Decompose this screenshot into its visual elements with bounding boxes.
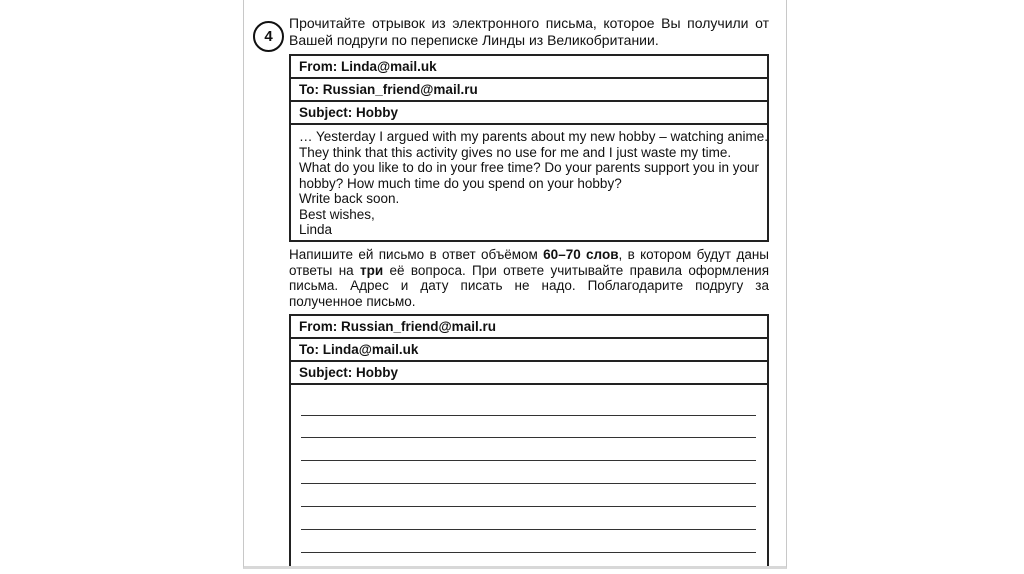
- email-body-line: Linda: [299, 222, 333, 237]
- answer-line[interactable]: [301, 460, 756, 461]
- reply-subject-row: Subject: Hobby: [291, 362, 767, 385]
- question-count: три: [360, 262, 384, 278]
- email-body-line: They think that this activity gives no use for me and I just waste my time.: [299, 144, 732, 160]
- email-subject-row: Subject: Hobby: [291, 102, 767, 125]
- email-body-line: Best wishes,: [299, 206, 375, 222]
- email-body-line: hobby? How much time do you spend on your hobby?: [299, 175, 622, 191]
- task-number-badge: 4: [253, 21, 284, 52]
- task-text-part: Напишите ей письмо в ответ объёмом: [289, 247, 544, 262]
- email-to-row: To: Russian_friend@mail.ru: [291, 79, 767, 102]
- exam-page: [243, 0, 787, 569]
- answer-line[interactable]: [301, 415, 756, 416]
- task-text-part: её вопроса. При ответе учитывайте правила оформления письма. Адрес и дату писать не надо. Поблагодарите подругу за полученное письмо.: [289, 262, 770, 309]
- reply-email-box: [289, 314, 769, 569]
- answer-line[interactable]: [301, 483, 756, 484]
- answer-lines[interactable]: [291, 385, 767, 560]
- reply-to-row: To: Linda@mail.uk: [291, 339, 767, 362]
- incoming-email-box: [289, 54, 769, 242]
- email-body-line: … Yesterday I argued with my parents about my new hobby – watching anime.: [299, 129, 769, 144]
- task-text-part: , в котором будут даны ответы на: [289, 247, 769, 278]
- email-body-line: What do you like to do in your free time? Do your parents support you in your: [299, 160, 759, 175]
- reply-from-row: From: Russian_friend@mail.ru: [291, 316, 767, 339]
- intro-text: Прочитайте отрывок из электронного письма, которое Вы получили от Вашей подруги по переписке Линды из Великобритании.: [289, 15, 769, 48]
- answer-line[interactable]: [301, 437, 756, 438]
- answer-line[interactable]: [301, 552, 756, 553]
- task-instructions: [289, 247, 769, 309]
- answer-line[interactable]: [301, 506, 756, 507]
- word-count-requirement: 60–70 слов: [543, 247, 619, 262]
- email-body-line: Write back soon.: [299, 191, 400, 206]
- email-from-row: From: Linda@mail.uk: [291, 56, 767, 79]
- email-body: [291, 125, 767, 240]
- answer-line[interactable]: [301, 529, 756, 530]
